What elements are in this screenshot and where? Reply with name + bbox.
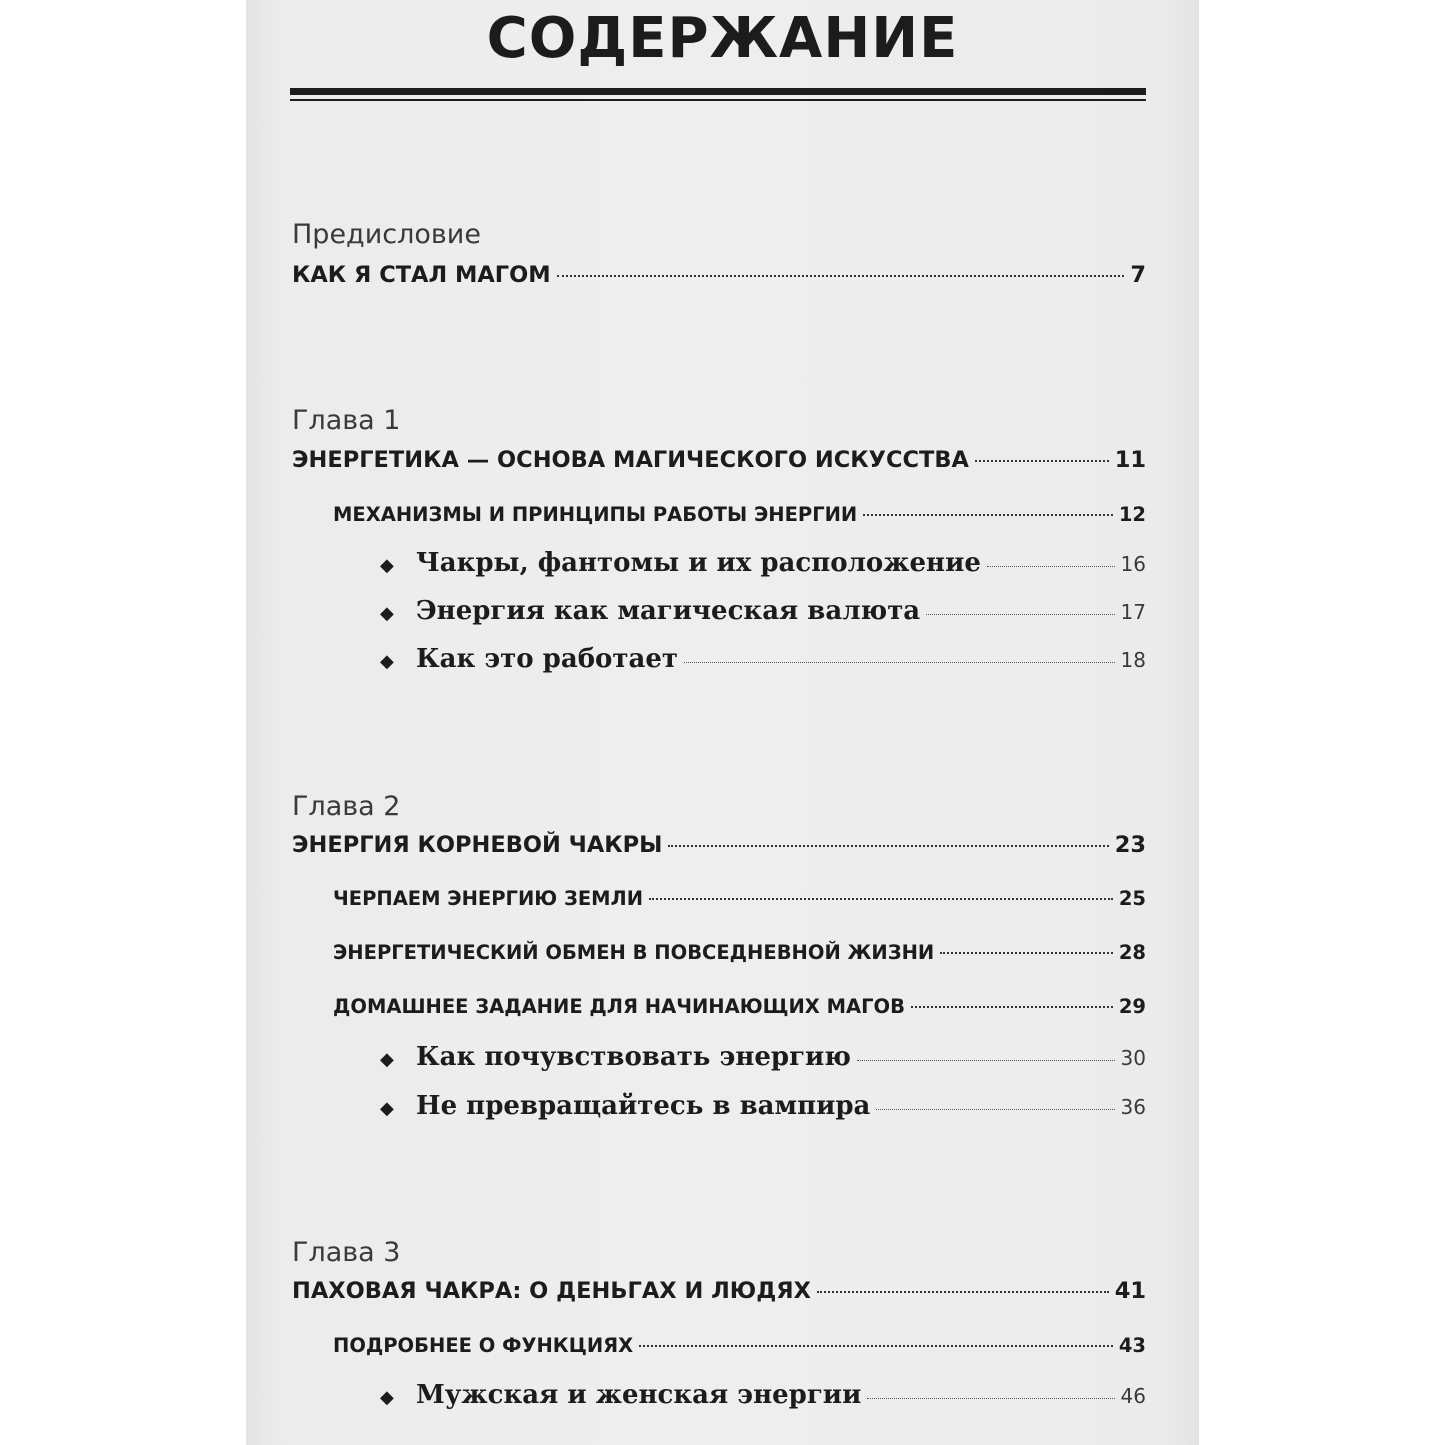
entry-title: МЕХАНИЗМЫ И ПРИНЦИПЫ РАБОТЫ ЭНЕРГИИ bbox=[333, 503, 858, 526]
dot-leader bbox=[911, 1006, 1113, 1008]
dot-leader bbox=[926, 614, 1114, 615]
chapter1-label: Глава 1 bbox=[292, 405, 401, 436]
dot-leader bbox=[649, 898, 1113, 900]
entry-page: 23 bbox=[1114, 832, 1146, 858]
entry-page: 36 bbox=[1120, 1095, 1146, 1119]
entry-title: Как почувствовать энергию bbox=[416, 1042, 851, 1072]
chapter3-label: Глава 3 bbox=[292, 1237, 401, 1268]
diamond-bullet-icon: ◆ bbox=[380, 651, 394, 672]
toc-entry-preface[interactable] bbox=[292, 262, 1146, 300]
entry-title: ЭНЕРГИЯ КОРНЕВОЙ ЧАКРЫ bbox=[292, 832, 663, 858]
entry-page: 7 bbox=[1130, 262, 1146, 288]
heading-rule-thick bbox=[290, 88, 1146, 95]
entry-page: 43 bbox=[1118, 1334, 1146, 1357]
entry-title: Мужская и женская энергии bbox=[416, 1380, 862, 1410]
entry-page: 28 bbox=[1118, 941, 1146, 964]
entry-title: ДОМАШНЕЕ ЗАДАНИЕ ДЛЯ НАЧИНАЮЩИХ МАГОВ bbox=[333, 995, 905, 1018]
entry-page: 17 bbox=[1120, 600, 1146, 624]
chapter2-label: Глава 2 bbox=[292, 791, 401, 822]
dot-leader bbox=[867, 1398, 1114, 1399]
dot-leader bbox=[639, 1345, 1113, 1347]
entry-title: ЭНЕРГЕТИЧЕСКИЙ ОБМЕН В ПОВСЕДНЕВНОЙ ЖИЗНИ bbox=[333, 941, 935, 964]
toc-entry-section[interactable] bbox=[333, 995, 1146, 1033]
entry-title: Как это работает bbox=[416, 644, 678, 674]
entry-title: ЧЕРПАЕМ ЭНЕРГИЮ ЗЕМЛИ bbox=[333, 887, 644, 910]
dot-leader bbox=[975, 460, 1109, 462]
toc-entry-chapter3-section1[interactable] bbox=[333, 1334, 1146, 1372]
entry-page: 16 bbox=[1120, 552, 1146, 576]
diamond-bullet-icon: ◆ bbox=[380, 1049, 394, 1070]
preface-label: Предисловие bbox=[292, 219, 481, 250]
dot-leader bbox=[684, 662, 1115, 663]
dot-leader bbox=[857, 1060, 1115, 1061]
toc-entry-section[interactable] bbox=[333, 887, 1146, 925]
book-page bbox=[246, 0, 1199, 1445]
dot-leader bbox=[668, 845, 1108, 847]
entry-title: Энергия как магическая валюта bbox=[416, 596, 921, 626]
dot-leader bbox=[557, 275, 1125, 277]
toc-entry-item[interactable] bbox=[380, 1091, 1146, 1129]
entry-title: Не превращайтесь в вампира bbox=[416, 1091, 871, 1121]
entry-title: ПОДРОБНЕЕ О ФУНКЦИЯХ bbox=[333, 1334, 634, 1357]
entry-page: 11 bbox=[1114, 447, 1146, 473]
entry-title: ЭНЕРГЕТИКА — ОСНОВА МАГИЧЕСКОГО ИСКУССТВА bbox=[292, 447, 969, 473]
heading-rule-thin bbox=[290, 99, 1146, 101]
entry-page: 30 bbox=[1120, 1046, 1146, 1070]
toc-entry-item[interactable] bbox=[380, 596, 1146, 634]
toc-entry-section[interactable] bbox=[333, 941, 1146, 979]
toc-heading: СОДЕРЖАНИЕ bbox=[486, 6, 959, 71]
dot-leader bbox=[876, 1109, 1114, 1110]
entry-title: Чакры, фантомы и их расположение bbox=[416, 548, 981, 578]
toc-entry-item[interactable] bbox=[380, 1042, 1146, 1080]
entry-page: 12 bbox=[1118, 503, 1146, 526]
entry-page: 29 bbox=[1118, 995, 1146, 1018]
dot-leader bbox=[987, 566, 1115, 567]
entry-page: 25 bbox=[1118, 887, 1146, 910]
entry-title: ПАХОВАЯ ЧАКРА: О ДЕНЬГАХ И ЛЮДЯХ bbox=[292, 1278, 811, 1304]
dot-leader bbox=[940, 952, 1113, 954]
dot-leader bbox=[817, 1291, 1109, 1293]
toc-entry-chapter1-section1[interactable] bbox=[333, 503, 1146, 541]
entry-page: 41 bbox=[1114, 1278, 1146, 1304]
toc-entry-chapter1[interactable] bbox=[292, 447, 1146, 485]
diamond-bullet-icon: ◆ bbox=[380, 1098, 394, 1119]
diamond-bullet-icon: ◆ bbox=[380, 603, 394, 624]
entry-title: КАК Я СТАЛ МАГОМ bbox=[292, 262, 551, 288]
diamond-bullet-icon: ◆ bbox=[380, 555, 394, 576]
diamond-bullet-icon: ◆ bbox=[380, 1387, 394, 1408]
toc-entry-chapter3[interactable] bbox=[292, 1278, 1146, 1316]
toc-entry-item[interactable] bbox=[380, 644, 1146, 682]
entry-page: 18 bbox=[1120, 648, 1146, 672]
toc-entry-chapter2[interactable] bbox=[292, 832, 1146, 870]
toc-entry-item[interactable] bbox=[380, 548, 1146, 586]
dot-leader bbox=[863, 514, 1113, 516]
entry-page: 46 bbox=[1120, 1384, 1146, 1408]
toc-entry-item[interactable] bbox=[380, 1380, 1146, 1418]
